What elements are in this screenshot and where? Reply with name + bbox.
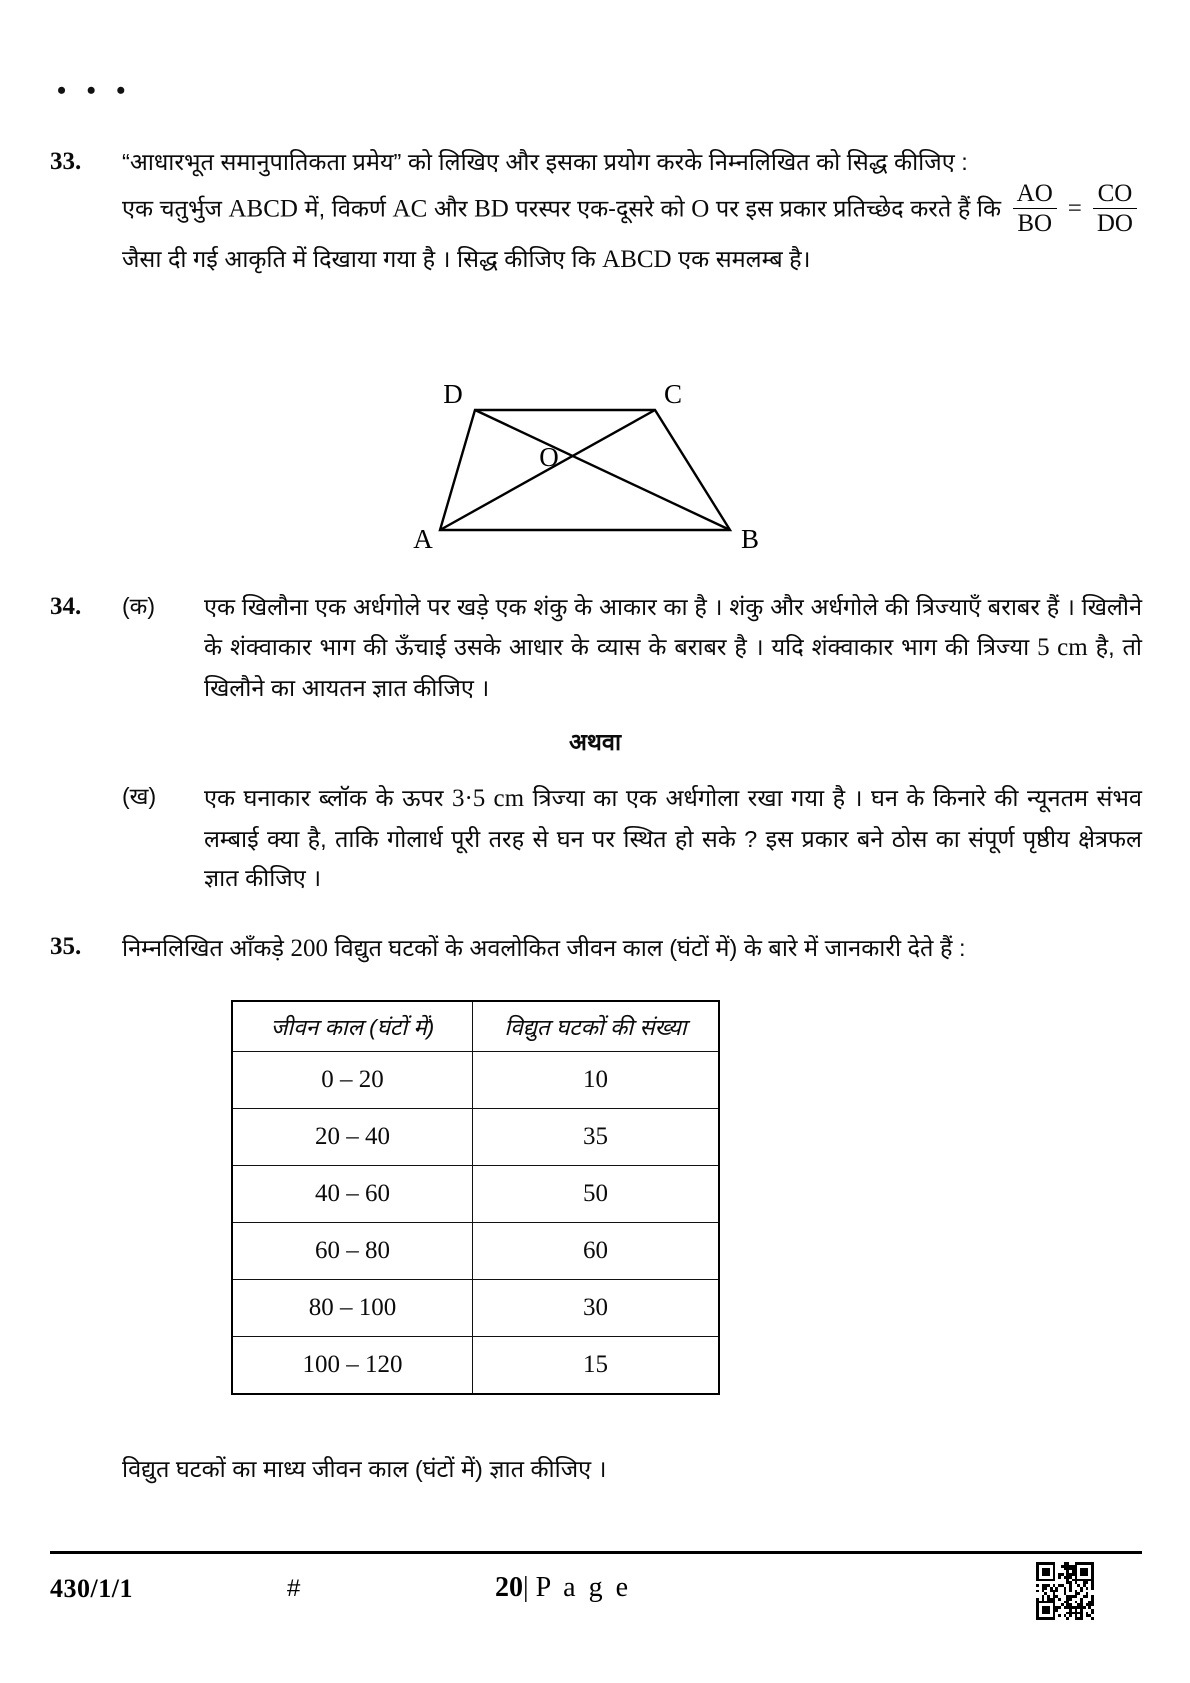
q33-line1: “आधारभूत समानुपातिकता प्रमेय” को लिखिए और इसका प्रयोग करके निम्नलिखित को सिद्ध कीजिए : [122,149,968,175]
table-header-row [232,1001,719,1052]
table-cell-frequency: 50 [473,1166,720,1223]
table-cell-interval: 80 – 100 [232,1280,473,1337]
quad-outline [440,410,730,530]
qr-code-grid [1036,1562,1094,1620]
question-33-body [122,143,1142,281]
table-cell-interval: 60 – 80 [232,1223,473,1280]
frequency-table-wrapper [231,1000,720,1395]
fraction-denominator: DO [1093,208,1137,237]
question-35-closing: विद्युत घटकों का माध्य जीवन काल (घंटों में) ज्ञात कीजिए । [122,1456,607,1482]
question-33-number: 33. [50,148,82,175]
page-word: P a g e [535,1572,631,1603]
label-a: A [413,524,433,554]
paper-code: 430/1/1 [50,1574,133,1603]
table-row [232,1109,719,1166]
question-34-part-b-marker: (ख) [122,783,157,809]
table-row [232,1052,719,1109]
q34b-text-1: एक घनाकार ब्लॉक के ऊपर [204,785,452,811]
q33-ac: AC [392,195,428,223]
q33-line2-e: पर इस प्रकार प्रतिच्छेद करते हैं कि [709,195,1008,222]
question-34-number: 34. [50,593,82,620]
alternative-label: अथवा [568,729,622,755]
fraction-co-do [1093,180,1137,237]
label-o: O [539,442,559,472]
page-number: 20 [495,1572,523,1603]
question-34-part-a-marker: (क) [122,593,155,619]
q33-line2-d: परस्पर एक-दूसरे को [508,195,692,222]
question-34-part-a-body [204,588,1142,708]
table-cell-frequency: 15 [473,1337,720,1395]
q35-intro-1: निम्नलिखित आँकड़े [122,935,291,961]
q33-line2-a: एक चतुर्भुज [122,195,229,222]
table-header-lifetime: जीवन काल (घंटों में) [232,1001,473,1052]
question-33 [50,143,1142,281]
q34a-text-1: एक खिलौना एक अर्धगोले पर खड़े एक शंकु के आकार का है । शंकु और अर्धगोले की त्रिज्याएँ बराबर हैं । खिलौने के शंक्वाकार भाग की ऊँचाई उसके आधार के व्यास के बराबर है । यदि शंक्वाकार भाग की त्रिज्या [204,594,1142,660]
hash-marker: # [287,1575,301,1602]
table-row [232,1166,719,1223]
q33-o: O [691,195,710,223]
fraction-numerator: AO [1016,180,1053,207]
label-c: C [663,383,683,409]
question-35-number: 35. [50,933,82,960]
label-d: D [443,383,463,409]
table-body [232,1052,719,1395]
q33-line2-g: एक समलम्ब है। [671,246,811,272]
q35-intro-2: विद्युत घटकों के अवलोकित जीवन काल (घंटों में) के बारे में जानकारी देते हैं : [328,935,966,961]
fraction-numerator: CO [1097,180,1133,207]
figure-quadrilateral-abcd [0,383,1190,558]
question-35 [50,928,1142,970]
table-cell-interval: 40 – 60 [232,1166,473,1223]
table-row [232,1280,719,1337]
q33-abcd-2: ABCD [602,246,672,273]
question-34-part-b [50,778,1142,898]
q34a-text-2: है, तो खिलौने का आयतन ज्ञात कीजिए । [204,634,1142,701]
table-cell-frequency: 60 [473,1223,720,1280]
table-row [232,1337,719,1395]
q34a-value: 5 cm [1037,634,1088,661]
q34b-text-2: त्रिज्या का एक अर्धगोला रखा गया है । घन के किनारे की न्यूनतम संभव लम्बाई क्या है, ताकि गोलार्ध पूरी तरह से घन पर स्थित हो सके ? इस प्रकार बने ठोस का संपूर्ण पृष्ठीय क्षेत्रफल ज्ञात कीजिए । [204,785,1142,891]
question-35-closing-wrapper [50,1450,1142,1489]
equals-sign: = [1067,194,1082,222]
table-cell-interval: 0 – 20 [232,1052,473,1109]
frequency-table [231,1000,720,1395]
quadrilateral-svg [405,383,785,558]
table-cell-interval: 100 – 120 [232,1337,473,1395]
page-footer [50,1562,1142,1632]
q33-line2-c: और [427,195,475,222]
q33-line2-b: में, विकर्ण [297,195,393,222]
table-cell-frequency: 35 [473,1109,720,1166]
table-cell-frequency: 30 [473,1280,720,1337]
qr-code [1036,1562,1094,1620]
label-b: B [740,524,760,554]
q33-bd: BD [474,195,509,223]
table-cell-frequency: 10 [473,1052,720,1109]
page-separator: | [523,1572,536,1603]
q34b-value: 3·5 cm [451,785,525,812]
q35-intro-value: 200 [290,935,329,962]
question-35-intro [122,928,1142,970]
question-34 [50,588,1142,708]
table-head [232,1001,719,1052]
table-header-frequency: विद्युत घटकों की संख्या [473,1001,720,1052]
continuation-dots: • • • [57,76,133,105]
page-number-label [495,1572,631,1604]
fraction-ao-bo [1013,180,1057,237]
fraction-denominator: BO [1013,208,1057,237]
table-row [232,1223,719,1280]
question-34-part-b-body [204,778,1142,898]
footer-divider [50,1551,1142,1554]
q33-abcd: ABCD [228,195,298,223]
table-cell-interval: 20 – 40 [232,1109,473,1166]
q33-line2-f: जैसा दी गई आकृति में दिखाया गया है । सिद्ध कीजिए कि [122,246,603,272]
